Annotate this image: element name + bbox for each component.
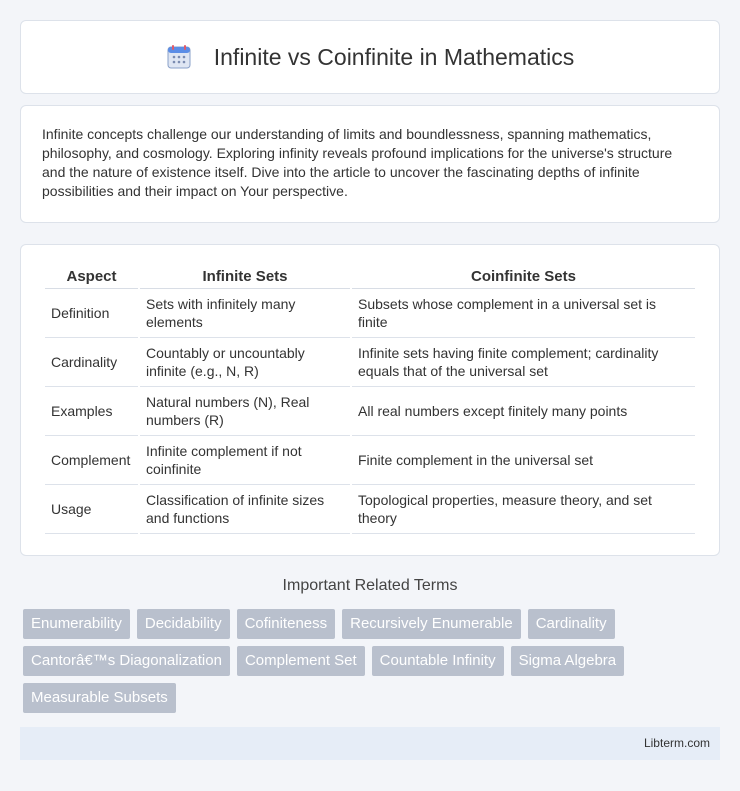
table-cell: Examples (45, 387, 138, 436)
table-cell: Definition (45, 289, 138, 338)
table-row (45, 485, 695, 534)
page-header (20, 20, 720, 94)
related-terms-title: Important Related Terms (282, 577, 458, 594)
table-cell: Subsets whose complement in a universal set is finite (352, 289, 695, 338)
related-terms-list (23, 609, 723, 720)
table-cell: Usage (45, 485, 138, 534)
comparison-table-card (20, 244, 720, 556)
table-row (45, 338, 695, 387)
table-row (45, 289, 695, 338)
table-cell: All real numbers except finitely many points (352, 387, 695, 436)
related-term-tag[interactable]: Measurable Subsets (23, 683, 176, 713)
table-cell: Complement (45, 436, 138, 485)
related-term-tag[interactable]: Countable Infinity (372, 646, 504, 676)
comparison-table (43, 265, 697, 534)
table-cell: Topological properties, measure theory, and set theory (352, 485, 695, 534)
related-term-tag[interactable]: Cardinality (528, 609, 615, 639)
footer-site-link[interactable]: Libterm.com (643, 736, 710, 750)
column-header: Aspect (45, 265, 138, 289)
footer (20, 727, 720, 760)
table-cell: Natural numbers (N), Real numbers (R) (140, 387, 350, 436)
table-cell: Finite complement in the universal set (352, 436, 695, 485)
column-header: Coinfinite Sets (352, 265, 695, 289)
table-row (45, 387, 695, 436)
related-term-tag[interactable]: Cantorâ€™s Diagonalization (23, 646, 230, 676)
table-cell: Countably or uncountably infinite (e.g., N, R) (140, 338, 350, 387)
page-title: Infinite vs Coinfinite in Mathematics (213, 43, 575, 70)
related-term-tag[interactable]: Enumerability (23, 609, 130, 639)
calendar-grid-icon (166, 44, 192, 70)
table-row (45, 436, 695, 485)
related-term-tag[interactable]: Cofiniteness (237, 609, 336, 639)
table-cell: Cardinality (45, 338, 138, 387)
table-cell: Sets with infinitely many elements (140, 289, 350, 338)
related-term-tag[interactable]: Sigma Algebra (511, 646, 625, 676)
table-cell: Infinite sets having finite complement; cardinality equals that of the universal set (352, 338, 695, 387)
related-term-tag[interactable]: Complement Set (237, 646, 365, 676)
table-cell: Infinite complement if not coinfinite (140, 436, 350, 485)
related-term-tag[interactable]: Decidability (137, 609, 230, 639)
related-term-tag[interactable]: Recursively Enumerable (342, 609, 521, 639)
intro-paragraph: Infinite concepts challenge our understanding of limits and boundlessness, spanning mathematics, philosophy, and cosmology. Exploring infinity reveals profound implications for the universe's structure and the nature of existence itself. Dive into the article to uncover the fascinating depths of infinite possibilities and their impact on Your perspective. (20, 105, 720, 223)
table-cell: Classification of infinite sizes and functions (140, 485, 350, 534)
column-header: Infinite Sets (140, 265, 350, 289)
table-header-row (45, 265, 695, 289)
